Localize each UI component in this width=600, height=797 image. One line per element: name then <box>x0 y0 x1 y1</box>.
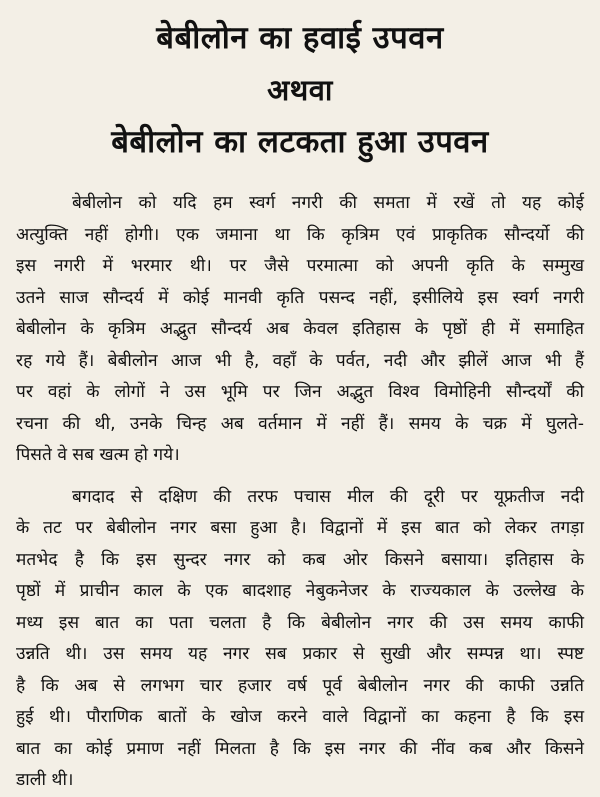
text-line: के तट पर बेबीलोन नगर बसा हुआ है। विद्वानों में इस बात को लेकर तगड़ा <box>16 518 584 538</box>
title-block <box>16 18 584 162</box>
text-line: अत्युक्ति नहीं होगी। एक जमाना था कि कृत्रिम एवं प्राकृतिक सौन्दर्यो की <box>16 224 584 245</box>
paragraph-2 <box>16 482 584 797</box>
text-line: हुई थी। पौराणिक बातों के खोज करने वाले विद्वानों का कहना है कि इस <box>16 707 584 727</box>
text-line: पिसते वे सब खत्म हो गये। <box>16 445 180 465</box>
text-line: रचना की थी, उनके चिन्ह अब वर्तमान में नहीं हैं। समय के चक्र में घुलते- <box>16 413 584 434</box>
document-body <box>16 188 584 797</box>
text-line: डाली थी। <box>16 770 74 790</box>
text-line: इस नगरी में भरमार थी। पर जैसे परमात्मा को अपनी कृति के सम्मुख <box>16 256 584 276</box>
text-line: मध्य इस बात का पता चलता है कि बेबीलोन नगर की उस समय काफी <box>16 612 584 633</box>
text-line: उतने साज सौन्दर्य में कोई मानवी कृति पसन्द नहीं, इसीलिये इस स्वर्ग नगरी <box>16 287 584 308</box>
text-line: उन्नति थी। उस समय यह नगर सब प्रकार से सुखी और सम्पन्न था। स्पष्ट <box>16 644 584 664</box>
paragraph-1 <box>16 188 584 472</box>
text-line: पर वहां के लोगों ने उस भूमि पर जिन अद्भुत विश्व विमोहिनी सौन्दर्यों की <box>16 382 584 402</box>
title-conjunction: अथवा <box>267 73 333 107</box>
text-line: बेबीलोन को यदि हम स्वर्ग नगरी की समता में रखें तो यह कोई <box>72 193 584 213</box>
paragraph-gap <box>16 472 584 482</box>
alternate-title: बेबीलोन का लटकता हुआ उपवन <box>111 124 489 160</box>
main-title: बेबीलोन का हवाई उपवन <box>156 20 444 56</box>
text-line: बात का कोई प्रमाण नहीं मिलता है कि इस नगर की नींव कब और किसने <box>16 738 584 759</box>
text-line: रह गये हैं। बेबीलोन आज भी है, वहाँ के पर्वत, नदी और झीलें आज भी हैं <box>16 350 584 371</box>
text-line: पृष्ठों में प्राचीन काल के एक बादशाह नेबुकनेजर के राज्यकाल के उल्लेख के <box>16 581 584 601</box>
text-line: है कि अब से लगभग चार हजार वर्ष पूर्व बेबीलोन नगर की काफी उन्नति <box>16 675 584 696</box>
text-line: मतभेद है कि इस सुन्दर नगर को कब ओर किसने बसाया। इतिहास के <box>16 549 584 570</box>
text-line: बेबीलोन के कृत्रिम अद्भुत सौन्दर्य अब केवल इतिहास के पृष्ठों ही में समाहित <box>16 319 584 339</box>
text-line: बगदाद से दक्षिण की तरफ पचास मील की दूरी पर यूफ्रतीज नदी <box>72 486 584 507</box>
